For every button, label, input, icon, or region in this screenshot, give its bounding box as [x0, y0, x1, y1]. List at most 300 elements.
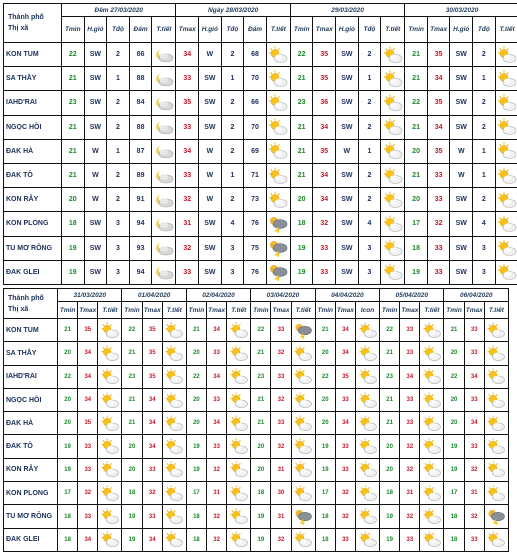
value-cell: SW: [84, 43, 107, 67]
weather-cell: [291, 482, 315, 505]
weather-cell: [381, 91, 405, 115]
value-cell: 19: [186, 435, 206, 458]
partly-sunny-icon: [100, 392, 120, 409]
value-cell: 33: [400, 319, 420, 342]
value-cell: 33: [176, 67, 199, 91]
cloudy-night-icon: [154, 46, 174, 64]
weather-cell: [162, 458, 186, 481]
partly-sunny-icon: [486, 438, 506, 455]
value-cell: 35: [142, 319, 162, 342]
cloudy-night-icon: [154, 191, 174, 209]
weather-cell: [227, 342, 251, 365]
value-cell: W: [336, 139, 359, 163]
weather-cell: [495, 43, 517, 67]
value-cell: 33: [271, 412, 291, 435]
value-cell: SW: [84, 260, 107, 284]
weather-cell: [152, 139, 176, 163]
partly-sunny-icon: [100, 345, 120, 362]
weather-cell: [484, 482, 508, 505]
weather-cell: [356, 342, 380, 365]
value-cell: 22: [290, 43, 313, 67]
partly-sunny-icon: [229, 485, 249, 502]
value-cell: 2: [107, 163, 130, 187]
partly-sunny-icon: [100, 531, 120, 548]
weather-cell: [420, 319, 444, 342]
value-cell: 18: [58, 528, 78, 551]
partly-sunny-icon: [497, 263, 517, 281]
partly-sunny-icon: [358, 485, 378, 502]
value-cell: 30: [271, 482, 291, 505]
partly-sunny-icon: [164, 415, 184, 432]
weather-cell: [227, 388, 251, 411]
table-row: [4, 115, 517, 139]
weather-cell: [484, 365, 508, 388]
weather-cell: [495, 236, 517, 260]
value-cell: SW: [84, 91, 107, 115]
value-cell: 21: [251, 412, 271, 435]
value-cell: 33: [207, 388, 227, 411]
weather-cell: [98, 458, 122, 481]
forecast-table-extended-range: [3, 288, 509, 552]
value-cell: 32: [271, 528, 291, 551]
partly-sunny-icon: [422, 392, 442, 409]
partly-sunny-icon: [164, 531, 184, 548]
city-name: KON RẪY: [4, 188, 62, 212]
weather-cell: [291, 342, 315, 365]
weather-cell: [356, 528, 380, 551]
partly-sunny-icon: [229, 461, 249, 478]
value-cell: 71: [244, 163, 267, 187]
column-header: Icon: [356, 302, 380, 319]
value-cell: 20: [186, 342, 206, 365]
partly-sunny-icon: [383, 142, 403, 160]
partly-sunny-icon: [422, 345, 442, 362]
city-name: ĐAK GLEI: [4, 260, 62, 284]
column-header: Tmin: [444, 302, 464, 319]
city-name: ĐAK HÀ: [4, 412, 58, 435]
weather-cell: [495, 260, 517, 284]
value-cell: 33: [78, 505, 98, 528]
column-header: T.tiết: [152, 17, 176, 43]
value-cell: 23: [122, 365, 142, 388]
value-cell: 34: [313, 115, 336, 139]
value-cell: SW: [84, 236, 107, 260]
value-cell: SW: [336, 236, 359, 260]
weather-cell: [484, 388, 508, 411]
value-cell: 33: [464, 342, 484, 365]
value-cell: 3: [107, 260, 130, 284]
value-cell: SW: [199, 91, 222, 115]
weather-cell: [266, 163, 290, 187]
table-row: [4, 528, 509, 551]
value-cell: 18: [58, 505, 78, 528]
value-cell: 18: [290, 212, 313, 236]
partly-sunny-icon: [486, 415, 506, 432]
partly-sunny-icon: [486, 531, 506, 548]
day-header: 04/04/2020: [315, 289, 379, 302]
weather-cell: [152, 163, 176, 187]
weather-cell: [484, 412, 508, 435]
value-cell: 73: [244, 188, 267, 212]
weather-cell: [381, 212, 405, 236]
value-cell: SW: [199, 115, 222, 139]
value-cell: 91: [129, 188, 152, 212]
value-cell: 35: [313, 43, 336, 67]
partly-sunny-icon: [229, 508, 249, 525]
partly-sunny-icon: [100, 508, 120, 525]
weather-cell: [266, 236, 290, 260]
value-cell: 20: [251, 458, 271, 481]
value-cell: SW: [450, 236, 473, 260]
weather-cell: [484, 342, 508, 365]
city-name: KON PLONG: [4, 482, 58, 505]
city-name: KON TUM: [4, 319, 58, 342]
weather-cell: [162, 388, 186, 411]
weather-cell: [227, 458, 251, 481]
weather-cell: [227, 435, 251, 458]
value-cell: 31: [176, 212, 199, 236]
weather-cell: [162, 412, 186, 435]
partly-sunny-icon: [497, 118, 517, 136]
value-cell: 21: [290, 115, 313, 139]
partly-sunny-icon: [164, 368, 184, 385]
partly-sunny-icon: [100, 461, 120, 478]
value-cell: 2: [107, 91, 130, 115]
value-cell: 21: [122, 342, 142, 365]
value-cell: 1: [221, 163, 244, 187]
value-cell: 33: [176, 115, 199, 139]
value-cell: 19: [380, 528, 400, 551]
column-header: Tmax: [427, 17, 450, 43]
value-cell: 21: [290, 163, 313, 187]
value-cell: SW: [450, 212, 473, 236]
value-cell: 20: [58, 342, 78, 365]
partly-sunny-icon: [293, 345, 313, 362]
column-header: T.tiết: [420, 302, 444, 319]
value-cell: 19: [58, 435, 78, 458]
value-cell: 34: [335, 319, 355, 342]
weather-cell: [495, 163, 517, 187]
value-cell: 17: [405, 212, 428, 236]
partly-sunny-icon: [268, 118, 288, 136]
table-row: [4, 365, 509, 388]
value-cell: 2: [107, 43, 130, 67]
weather-cell: [266, 67, 290, 91]
value-cell: 21: [290, 67, 313, 91]
partly-sunny-icon: [422, 322, 442, 339]
value-cell: 21: [58, 319, 78, 342]
table-row: [4, 319, 509, 342]
weather-cell: [495, 67, 517, 91]
value-cell: 3: [107, 236, 130, 260]
weather-cell: [152, 260, 176, 284]
partly-sunny-icon: [358, 531, 378, 548]
city-name: IAHD'RAI: [4, 365, 58, 388]
value-cell: 33: [464, 319, 484, 342]
column-header: H.gió: [199, 17, 222, 43]
value-cell: 21: [122, 388, 142, 411]
value-cell: SW: [336, 188, 359, 212]
partly-sunny-icon: [268, 142, 288, 160]
weather-cell: [227, 528, 251, 551]
partly-sunny-icon: [383, 263, 403, 281]
value-cell: 33: [400, 342, 420, 365]
weather-cell: [381, 115, 405, 139]
weather-cell: [484, 458, 508, 481]
value-cell: 20: [315, 388, 335, 411]
value-cell: 22: [186, 365, 206, 388]
value-cell: 21: [186, 319, 206, 342]
column-header: H.gió: [336, 17, 359, 43]
value-cell: 84: [129, 91, 152, 115]
table-row: [4, 188, 517, 212]
value-cell: 22: [122, 319, 142, 342]
weather-cell: [356, 365, 380, 388]
value-cell: 33: [335, 528, 355, 551]
value-cell: 18: [315, 528, 335, 551]
city-name: SA THẦY: [4, 342, 58, 365]
weather-cell: [356, 319, 380, 342]
value-cell: 33: [427, 236, 450, 260]
value-cell: 3: [107, 212, 130, 236]
value-cell: 2: [221, 43, 244, 67]
value-cell: 33: [400, 528, 420, 551]
city-name: KON TUM: [4, 43, 62, 67]
weather-cell: [152, 212, 176, 236]
weather-cell: [381, 43, 405, 67]
partly-sunny-icon: [229, 415, 249, 432]
table-row: [4, 435, 509, 458]
value-cell: 18: [122, 482, 142, 505]
forecast-table-short-range: [3, 3, 517, 285]
partly-sunny-icon: [486, 461, 506, 478]
value-cell: W: [199, 43, 222, 67]
cloudy-night-icon: [154, 142, 174, 160]
value-cell: 2: [473, 115, 496, 139]
partly-sunny-icon: [497, 239, 517, 257]
thunderstorm-icon: [268, 239, 288, 257]
table-row: [4, 388, 509, 411]
value-cell: 19: [62, 260, 85, 284]
column-header: T.tiết: [266, 17, 290, 43]
value-cell: SW: [336, 91, 359, 115]
value-cell: 17: [315, 482, 335, 505]
weather-cell: [484, 528, 508, 551]
value-cell: 32: [400, 458, 420, 481]
city-name: NGỌC HỒI: [4, 115, 62, 139]
weather-cell: [356, 435, 380, 458]
table-row: [4, 43, 517, 67]
weather-cell: [420, 505, 444, 528]
partly-sunny-icon: [497, 46, 517, 64]
day-header: 05/04/2020: [380, 289, 444, 302]
value-cell: SW: [84, 115, 107, 139]
value-cell: W: [199, 163, 222, 187]
weather-cell: [495, 115, 517, 139]
value-cell: 20: [380, 458, 400, 481]
value-cell: 33: [427, 163, 450, 187]
column-header: Tmax: [176, 17, 199, 43]
weather-cell: [356, 482, 380, 505]
value-cell: 20: [122, 435, 142, 458]
column-header: T.tiết: [484, 302, 508, 319]
weather-cell: [495, 139, 517, 163]
value-cell: 20: [315, 412, 335, 435]
thunderstorm-icon: [268, 215, 288, 233]
weather-cell: [291, 388, 315, 411]
weather-cell: [381, 67, 405, 91]
value-cell: 34: [142, 388, 162, 411]
partly-sunny-icon: [268, 70, 288, 88]
value-cell: 35: [78, 412, 98, 435]
value-cell: 32: [335, 482, 355, 505]
value-cell: 35: [335, 365, 355, 388]
partly-sunny-icon: [486, 392, 506, 409]
thunderstorm-icon: [293, 322, 313, 339]
value-cell: 32: [142, 482, 162, 505]
partly-sunny-icon: [164, 508, 184, 525]
value-cell: 22: [444, 365, 464, 388]
value-cell: 33: [427, 260, 450, 284]
weather-cell: [152, 188, 176, 212]
value-cell: 19: [251, 505, 271, 528]
weather-cell: [98, 365, 122, 388]
weather-cell: [495, 212, 517, 236]
value-cell: 19: [315, 458, 335, 481]
value-cell: 32: [207, 528, 227, 551]
weather-cell: [98, 482, 122, 505]
value-cell: 33: [78, 435, 98, 458]
value-cell: 34: [427, 67, 450, 91]
value-cell: 2: [358, 163, 381, 187]
partly-sunny-icon: [268, 191, 288, 209]
partly-sunny-icon: [293, 461, 313, 478]
value-cell: 19: [405, 260, 428, 284]
weather-cell: [291, 365, 315, 388]
partly-sunny-icon: [268, 167, 288, 185]
value-cell: 3: [221, 236, 244, 260]
value-cell: 33: [176, 163, 199, 187]
value-cell: 32: [271, 435, 291, 458]
value-cell: 33: [271, 319, 291, 342]
weather-cell: [266, 139, 290, 163]
value-cell: 34: [78, 528, 98, 551]
value-cell: 18: [444, 528, 464, 551]
value-cell: 23: [62, 91, 85, 115]
value-cell: 1: [107, 67, 130, 91]
value-cell: 1: [358, 67, 381, 91]
weather-cell: [162, 528, 186, 551]
value-cell: 20: [444, 342, 464, 365]
value-cell: SW: [450, 67, 473, 91]
value-cell: 21: [444, 319, 464, 342]
value-cell: 22: [315, 365, 335, 388]
value-cell: SW: [84, 212, 107, 236]
value-cell: 21: [290, 139, 313, 163]
value-cell: 23: [380, 365, 400, 388]
value-cell: 75: [244, 236, 267, 260]
weather-cell: [162, 319, 186, 342]
value-cell: 1: [107, 139, 130, 163]
city-name: ĐAK TÔ: [4, 435, 58, 458]
partly-sunny-icon: [486, 322, 506, 339]
value-cell: 34: [78, 365, 98, 388]
weather-cell: [266, 91, 290, 115]
value-cell: 2: [473, 43, 496, 67]
value-cell: 21: [62, 67, 85, 91]
value-cell: 4: [221, 212, 244, 236]
thunderstorm-icon: [293, 508, 313, 525]
day-header: Đêm 27/03/2020: [62, 4, 176, 17]
value-cell: 34: [335, 342, 355, 365]
weather-cell: [420, 342, 444, 365]
weather-cell: [356, 388, 380, 411]
value-cell: 66: [244, 91, 267, 115]
day-header: Ngày 28/03/2020: [176, 4, 290, 17]
weather-cell: [356, 412, 380, 435]
partly-sunny-icon: [497, 142, 517, 160]
value-cell: 32: [400, 435, 420, 458]
partly-sunny-icon: [100, 438, 120, 455]
value-cell: 17: [58, 482, 78, 505]
weather-cell: [291, 435, 315, 458]
value-cell: 1: [358, 139, 381, 163]
partly-sunny-icon: [422, 531, 442, 548]
partly-sunny-icon: [164, 345, 184, 362]
partly-sunny-icon: [358, 415, 378, 432]
partly-sunny-icon: [422, 438, 442, 455]
city-name: ĐAK HÀ: [4, 139, 62, 163]
value-cell: SW: [336, 43, 359, 67]
value-cell: 1: [221, 67, 244, 91]
value-cell: 19: [58, 458, 78, 481]
value-cell: 31: [271, 505, 291, 528]
partly-sunny-icon: [497, 191, 517, 209]
value-cell: SW: [450, 43, 473, 67]
value-cell: 33: [207, 435, 227, 458]
value-cell: 93: [129, 236, 152, 260]
table-row: [4, 163, 517, 187]
value-cell: 34: [400, 365, 420, 388]
day-header: 06/04/2020: [444, 289, 509, 302]
partly-sunny-icon: [497, 215, 517, 233]
partly-sunny-icon: [293, 368, 313, 385]
partly-sunny-icon: [358, 508, 378, 525]
value-cell: 20: [444, 388, 464, 411]
partly-sunny-icon: [229, 345, 249, 362]
partly-sunny-icon: [358, 368, 378, 385]
column-header: Tmin: [405, 17, 428, 43]
partly-sunny-icon: [358, 461, 378, 478]
city-name: SA THẦY: [4, 67, 62, 91]
cloudy-night-icon: [154, 263, 174, 281]
value-cell: 68: [244, 43, 267, 67]
weather-cell: [266, 212, 290, 236]
value-cell: 2: [473, 188, 496, 212]
day-header: 01/04/2020: [122, 289, 186, 302]
weather-cell: [162, 505, 186, 528]
value-cell: 34: [464, 412, 484, 435]
value-cell: 33: [142, 458, 162, 481]
value-cell: 19: [251, 528, 271, 551]
weather-cell: [291, 505, 315, 528]
value-cell: 19: [122, 528, 142, 551]
value-cell: SW: [450, 260, 473, 284]
value-cell: 34: [142, 435, 162, 458]
partly-sunny-icon: [229, 392, 249, 409]
table-row: [4, 342, 509, 365]
city-name: TU MƠ RÔNG: [4, 505, 58, 528]
